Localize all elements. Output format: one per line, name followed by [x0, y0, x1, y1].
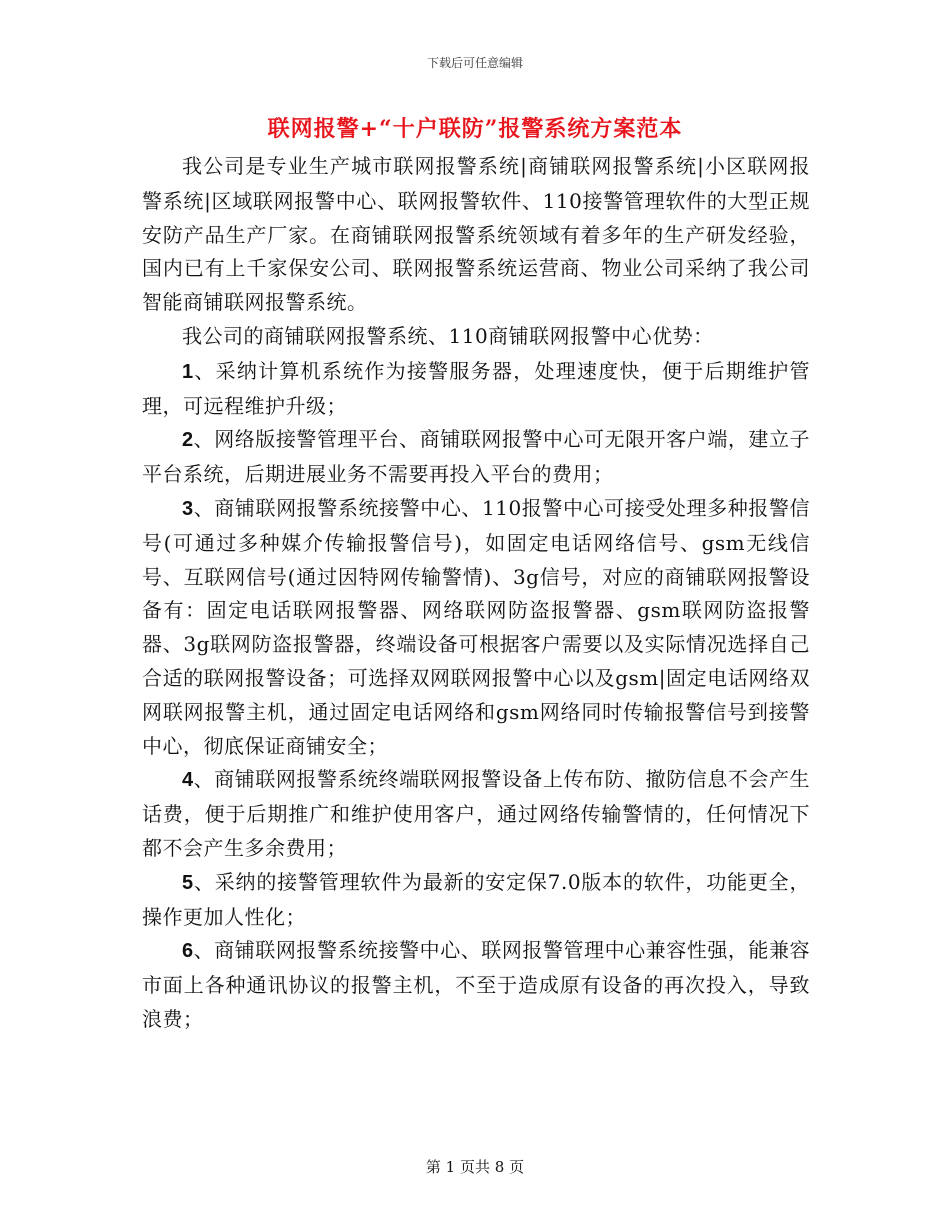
item-number: 6	[182, 940, 194, 963]
paragraph-item-4: 4、商铺联网报警系统终端联网报警设备上传布防、撤防信息不会产生话费，便于后期推广和维护使用客户，通过网络传输警情的，任何情况下都不会产生多余费用；	[142, 767, 810, 860]
item-number: 3	[182, 497, 194, 520]
item-number: 5	[182, 871, 194, 894]
item-number: 4	[182, 769, 194, 792]
paragraph-advantages-heading: 我公司的商铺联网报警系统、110商铺联网报警中心优势：	[182, 323, 714, 348]
paragraph-item-5: 5、采纳的接警管理软件为最新的安定保7.0版本的软件，功能更全，操作更加人性化；	[142, 869, 810, 929]
paragraph-intro: 我公司是专业生产城市联网报警系统|商铺联网报警系统|小区联网报警系统|区域联网报警中心、联网报警软件、110接警管理软件的大型正规安防产品生产厂家。在商铺联网报警系统领域有着多年的生产研发经验，国内已有上千家保安公司、联网报警系统运营商、物业公司采纳了我公司智能商铺联网报警系统。	[142, 154, 810, 315]
document-title: 联网报警+“十户联防”报警系统方案范本	[267, 116, 683, 142]
item-number: 1	[182, 360, 194, 383]
paragraph-item-1: 1、采纳计算机系统作为接警服务器，处理速度快，便于后期维护管理，可远程维护升级；	[142, 358, 810, 418]
document-body	[142, 150, 810, 1037]
paragraph-item-2: 2、网络版接警管理平台、商铺联网报警中心可无限开客户端，建立子平台系统，后期进展业务不需要再投入平台的费用；	[142, 427, 810, 487]
page-number-footer: 第 1 页共 8 页	[425, 1158, 525, 1176]
item-number: 2	[182, 429, 194, 452]
header-note: 下载后可任意编辑	[426, 56, 523, 70]
paragraph-item-6: 6、商铺联网报警系统接警中心、联网报警管理中心兼容性强，能兼容市面上各种通讯协议的报警主机，不至于造成原有设备的再次投入，导致浪费；	[142, 938, 810, 1031]
paragraph-item-3: 3、商铺联网报警系统接警中心、110报警中心可接受处理多种报警信号(可通过多种媒介传输报警信号)，如固定电话网络信号、gsm无线信号、互联网信号(通过因特网传输警情)、3g信号，对应的商铺联网报警设备有：固定电话联网报警器、网络联网防盗报警器、gsm联网防盗报警器、3g联网防盗报警器，终端设备可根据客户需要以及实际情况选择自己合适的联网报警设备；可选择双网联网报警中心以及gsm|固定电话网络双网联网报警主机，通过固定电话网络和gsm网络同时传输报警信号到接警中心，彻底保证商铺安全；	[142, 495, 810, 758]
